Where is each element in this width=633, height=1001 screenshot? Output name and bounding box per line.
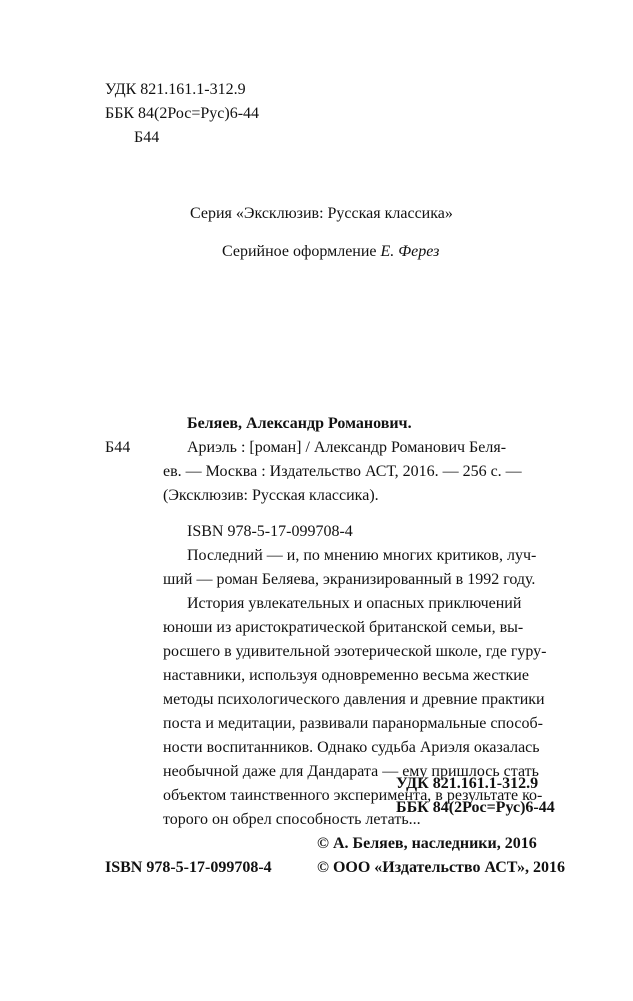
author-mark-top: Б44	[134, 129, 160, 146]
author-mark: Б44	[105, 439, 131, 456]
bbk-code-bottom: ББК 84(2Рос=Рус)6-44	[396, 799, 555, 816]
series-line: Серия «Эксклюзив: Русская классика»	[190, 205, 453, 222]
copyright-author: © А. Беляев, наследники, 2016	[317, 835, 537, 852]
annotation-line: объектом таинственного эксперимента, в результате ко-	[163, 787, 543, 804]
isbn-line: ISBN 978-5-17-099708-4	[187, 523, 353, 540]
udk-code-top: УДК 821.161.1-312.9	[105, 81, 246, 98]
isbn-bottom: ISBN 978-5-17-099708-4	[105, 859, 272, 876]
annotation-line: методы психологического давления и древние практики	[163, 691, 545, 708]
annotation-line: Последний — и, по мнению многих критиков, луч-	[187, 547, 537, 564]
annotation-line: юноши из аристократической британской семьи, вы-	[163, 619, 524, 636]
bibliographic-line-3: (Эксклюзив: Русская классика).	[163, 487, 379, 504]
author-heading: Беляев, Александр Романович.	[187, 415, 412, 432]
udk-code-bottom: УДК 821.161.1-312.9	[396, 775, 539, 792]
annotation-line: торого он обрел способность летать...	[163, 811, 421, 828]
bbk-code-top: ББК 84(2Рос=Рус)6-44	[105, 105, 260, 122]
designer-name: Е. Ферез	[380, 243, 440, 260]
annotation-line: История увлекательных и опасных приключений	[187, 595, 522, 612]
design-credit	[222, 242, 439, 262]
copyright-publisher: © ООО «Издательство АСТ», 2016	[317, 859, 566, 876]
annotation-line: поста и медитации, развивали паранормальные способ-	[163, 715, 543, 732]
design-label: Серийное оформление	[222, 243, 377, 260]
annotation-line: ший — роман Беляева, экранизированный в 1992 году.	[163, 571, 536, 588]
annotation-line: наставники, используя одновременно весьма жесткие	[163, 667, 529, 684]
bibliographic-line-1: Ариэль : [роман] / Александр Романович Беля-	[187, 439, 507, 456]
annotation-line: росшего в удивительной эзотерической школе, где гуру-	[163, 643, 547, 660]
annotation-line: необычной даже для Дандарата — ему пришлось стать	[163, 763, 539, 780]
bibliographic-line-2: ев. — Москва : Издательство АСТ, 2016. — 256 с. —	[163, 463, 522, 480]
annotation-line: ности воспитанников. Однако судьба Ариэля оказалась	[163, 739, 540, 756]
